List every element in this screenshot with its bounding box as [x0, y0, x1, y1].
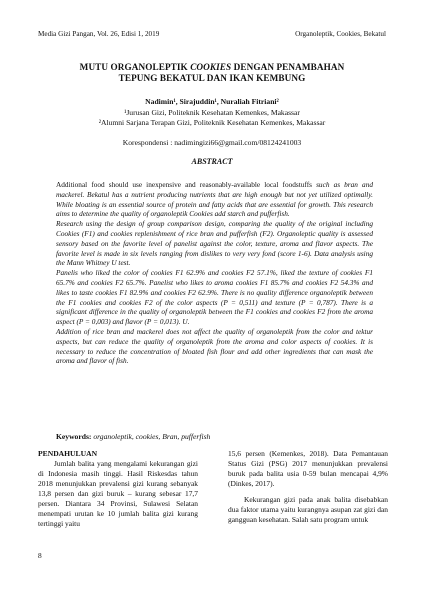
body-paragraph: 15,6 persen (Kemenkes, 2018). Data Pemantauan Status Gizi (PSG) 2017 menunjukkan prevalensi buruk pada balita usia 0-59 bulan mencapai 4,9% (Dinkes, 2017). [228, 449, 388, 488]
affiliation-1: ¹Jurusan Gizi, Politeknik Kesehatan Kemenkes, Makassar [124, 107, 300, 117]
running-head [38, 30, 386, 41]
body-column-right [228, 449, 388, 525]
body-paragraph: Kekurangan gizi pada anak balita disebabkan dua faktor utama yaitu kurangnya asupan zat gizi dan gangguan kesehatan. Salah satu program untuk [228, 494, 388, 524]
title-line1-italic: COOKIES [190, 62, 232, 72]
title-line1-post: DENGAN PENAMBAHAN [231, 62, 345, 72]
abstract-paragraph-2: Research using the design of group comparison design, comparing the quality of the original including Cookies (F1) and cookies replenishment of rice bran and pufferfish (F2). Organoleptic quality is assessed sensory based on the favorite level of panelist against the color, texture, aroma and flavor aspects. The favorite level is made in six levels ranging from dislikes to very very fond (score 1-6). Data analysis using the Mann Whitney U test. [56, 219, 373, 268]
abstract-paragraph-4: Addition of rice bran and mackerel does not affect the quality of organoleptik from the color and tektur aspects, but can reduce the quality of organoleptik from the aroma and color aspects of cookies. It is necessary to reduce the concentration of bloated fish flour and add other ingredients that can mask the aroma and flavor of fish. [56, 326, 373, 366]
author-names: Nadimin¹, Sirajuddin¹, Nuraliah Fitriani² [145, 97, 279, 106]
affiliation-2: ²Alumni Sarjana Terapan Gizi, Politeknik Kesehatan Kemenkes, Makassar [98, 118, 326, 127]
section-heading: PENDAHULUAN [38, 449, 98, 458]
abstract-paragraph-3: Panelis who liked the color of cookies F1 62.9% and cookies F2 57.1%, liked the texture of cookies F1 65.7% and cookies F2 65.7%. Panelist who likes to aroma cookies F1 85.7% and cookies F2 54.3% and likes to taste cookies F1 82.9% and cookies F2 62.9%. There is no quality difference organoleptik between the F1 cookies and cookies F2 of the color aspects (P = 0,511) and texture (P = 0,787). There is a significant difference in the quality of organoleptik between the F1 cookies and cookies F2 from the aroma aspect (P = 0,003) and flavor (P = 0,013). U. [56, 268, 373, 327]
title-line1-pre: MUTU ORGANOLEPTIK [79, 62, 191, 72]
journal-citation: Media Gizi Pangan, Vol. 26, Edisi 1, 2019 [38, 30, 160, 38]
running-head-topic: Organoleptik, Cookies, Bekatul [295, 30, 386, 38]
author-block [40, 97, 384, 129]
abstract-paragraph-1 [56, 180, 373, 219]
page-number: 8 [38, 551, 42, 560]
body-column-left [38, 449, 198, 529]
keywords-terms: organoleptik, cookies, Bran, pufferfish [91, 432, 211, 441]
abstract-p1-italic: such as bran and mackerel. Bekatul has a nutrient producing nutrients that are high enough but not yet utilized optimally. While bloating is an essential source of protein and fatty acids that are essential for growth. This research aims to determine the quality of organoleptik Cookies add starch and pufferfish. [56, 180, 373, 219]
body-paragraph: Jumlah balita yang mengalami kekurangan gizi di Indonesia masih tinggi. Hasil Riskesdas tahun 2018 menunjukkan prevalensi gizi kurang sebanyak 13,8 persen dan gizi buruk – kurang sebesar 17,7 persen. Diantara 34 Provinsi, Sulawesi Selatan menempati urutan ke 10 jumlah balita gizi kurang tertinggi yaitu [38, 458, 198, 528]
correspondence: Korespondensi : nadimingizi66@gmail.com/08124241003 [122, 138, 302, 147]
article-title [40, 62, 384, 84]
abstract-body [56, 180, 373, 366]
abstract-heading: ABSTRACT [191, 157, 233, 166]
title-line2: TEPUNG BEKATUL DAN IKAN KEMBUNG [118, 73, 306, 83]
keywords [56, 432, 373, 442]
keywords-label: Keywords: [56, 432, 92, 441]
abstract-p1-plain: Additional food should use inexpensive and reasonably-available local foodstuffs [56, 180, 317, 189]
